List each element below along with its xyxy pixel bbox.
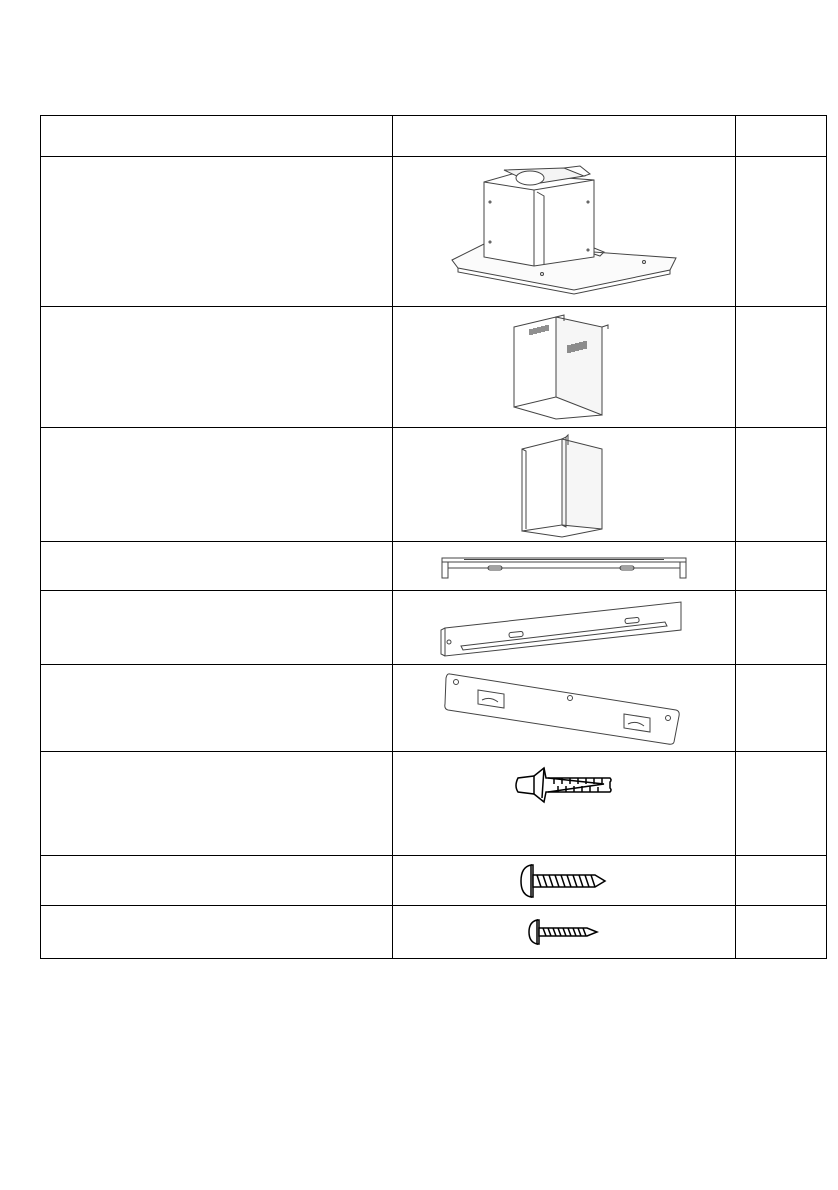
part-quantity <box>736 856 827 906</box>
part-quantity <box>736 428 827 542</box>
table-row <box>41 157 827 307</box>
part-quantity <box>736 906 827 959</box>
large-screw-icon <box>519 861 609 901</box>
part-quantity <box>736 752 827 856</box>
table-row <box>41 752 827 856</box>
part-image-cell <box>393 591 736 665</box>
part-description <box>41 752 393 856</box>
part-image-cell <box>393 856 736 906</box>
part-description <box>41 428 393 542</box>
part-description <box>41 157 393 307</box>
lower-chimney-cover-icon <box>514 433 614 537</box>
hood-chimney-base-icon <box>444 162 684 302</box>
part-image-cell <box>393 428 736 542</box>
header-quantity <box>736 116 827 157</box>
part-image-cell <box>393 542 736 591</box>
part-description <box>41 591 393 665</box>
table-row <box>41 428 827 542</box>
part-image-cell <box>393 752 736 856</box>
slotted-mounting-bracket-icon <box>439 596 689 660</box>
part-description <box>41 542 393 591</box>
part-image-cell <box>393 665 736 752</box>
table-row <box>41 665 827 752</box>
part-image-cell <box>393 307 736 428</box>
small-screw-icon <box>527 916 601 948</box>
table-row <box>41 906 827 959</box>
part-quantity <box>736 665 827 752</box>
part-image-cell <box>393 906 736 959</box>
header-description <box>41 116 393 157</box>
part-quantity <box>736 307 827 428</box>
table-row <box>41 307 827 428</box>
part-quantity <box>736 591 827 665</box>
part-description <box>41 307 393 428</box>
table-row <box>41 591 827 665</box>
wall-mounting-plate-icon <box>442 670 686 746</box>
wall-plug-icon <box>514 760 614 810</box>
upper-chimney-cover-icon <box>504 311 624 423</box>
table-header-row <box>41 116 827 157</box>
header-image <box>393 116 736 157</box>
short-mounting-bracket-icon <box>434 548 694 584</box>
parts-table <box>40 115 827 959</box>
table-row <box>41 856 827 906</box>
part-quantity <box>736 157 827 307</box>
table-row <box>41 542 827 591</box>
part-description <box>41 665 393 752</box>
part-description <box>41 856 393 906</box>
part-image-cell <box>393 157 736 307</box>
part-quantity <box>736 542 827 591</box>
part-description <box>41 906 393 959</box>
